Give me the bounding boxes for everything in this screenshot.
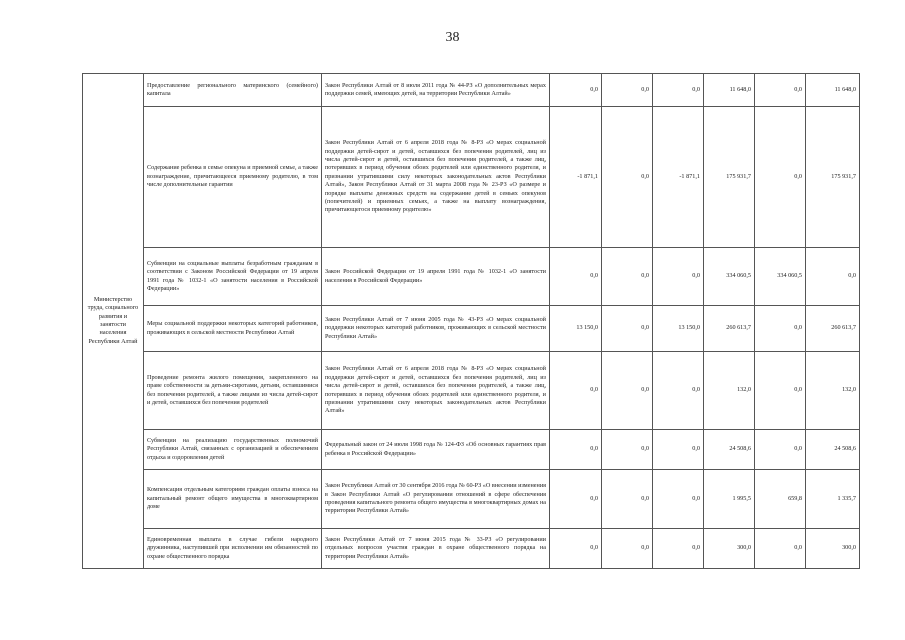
value-cell: 0,0 [755,74,806,107]
value-cell: -1 871,1 [550,107,602,248]
value-cell: 24 508,6 [704,430,755,470]
value-cell: 0,0 [550,470,602,529]
value-cell: 0,0 [550,74,602,107]
value-cell: 659,8 [755,470,806,529]
law-cell: Закон Республики Алтай от 30 сентября 2016 года № 60-РЗ «О внесении изменения в Закон Республики Алтай «О регулировании отношений в сфере обеспечения проведения капитального ремонта общего имущества в многоквартирных домах на территории Республики Алтай» [322,470,550,529]
value-cell: 0,0 [602,74,653,107]
value-cell: 0,0 [653,352,704,430]
law-cell: Закон Республики Алтай от 6 апреля 2018 года № 8-РЗ «О мерах социальной поддержки детей-сирот и детей, оставшихся без попечения родителей, лиц из числа детей-сирот и детей, оставшихся без попечения родителей, а также лиц, потерявших в период обучения обоих родителей или единственного родителя, и признании утратившими силу некоторых законодательных актов Республики Алтай», Закон Республики Алтай от 31 марта 2008 года № 23-РЗ «О размере и порядке выплаты денежных средств на содержание детей в семьях опекунов (попечителей) и приемных семьях, а также на выплату вознаграждения, причитающегося приемному родителю» [322,107,550,248]
value-cell: 0,0 [602,352,653,430]
value-cell: 0,0 [755,352,806,430]
table-row [83,107,860,248]
measure-cell: Содержание ребенка в семье опекуна и приемной семье, а также вознаграждение, причитающееся приемному родителю, в том числе дополнительные гарантии [144,107,322,248]
table-row [83,248,860,306]
measure-cell: Субвенции на социальные выплаты безработным гражданам в соответствии с Законом Российской Федерации от 19 апреля 1991 года № 1032-1 «О занятости населения в Российской Федерации» [144,248,322,306]
table-row [83,470,860,529]
value-cell: 0,0 [550,248,602,306]
value-cell: 334 060,5 [755,248,806,306]
value-cell: 0,0 [550,430,602,470]
value-cell: 175 931,7 [806,107,860,248]
law-cell: Федеральный закон от 24 июля 1998 года № 124-ФЗ «Об основных гарантиях прав ребенка в Российской Федерации» [322,430,550,470]
law-cell: Закон Республики Алтай от 7 июня 2015 года № 33-РЗ «О регулировании отдельных вопросов участия граждан в охране общественного порядка на территории Республики Алтай» [322,529,550,569]
value-cell: 260 613,7 [806,306,860,352]
page-number: 38 [445,30,460,45]
value-cell: 300,0 [806,529,860,569]
table-row [83,306,860,352]
value-cell: 0,0 [550,352,602,430]
table-row [83,430,860,470]
value-cell: 0,0 [602,306,653,352]
value-cell: 0,0 [602,470,653,529]
value-cell: 1 995,5 [704,470,755,529]
law-cell: Закон Республики Алтай от 8 июля 2011 года № 44-РЗ «О дополнительных мерах поддержки семей, имеющих детей, на территории Республики Алтай» [322,74,550,107]
value-cell: 300,0 [704,529,755,569]
value-cell: 0,0 [602,430,653,470]
law-cell: Закон Республики Алтай от 6 апреля 2018 года № 8-РЗ «О мерах социальной поддержки детей-сирот и детей, оставшихся без попечения родителей, лиц из числа детей-сирот и детей, оставшихся без попечения родителей, а также лиц, потерявших в период обучения обоих родителей или единственного родителя, и признании утратившими силу некоторых законодательных актов Республики Алтай» [322,352,550,430]
value-cell: 11 648,0 [704,74,755,107]
measure-cell: Проведение ремонта жилого помещения, закрепленного на праве собственности за детьми-сиротами, детьми, оставшимися без попечения родителей, а также лицами из числа детей-сирот и детей, оставшихся без попечения родителей [144,352,322,430]
value-cell: 24 508,6 [806,430,860,470]
measure-cell: Компенсация отдельным категориям граждан оплаты взноса на капитальный ремонт общего имущества в многоквартирном доме [144,470,322,529]
value-cell: 0,0 [653,74,704,107]
value-cell: 0,0 [653,430,704,470]
value-cell: 0,0 [806,248,860,306]
value-cell: 13 150,0 [653,306,704,352]
measure-cell: Субвенции на реализацию государственных полномочий Республики Алтай, связанных с организацией и обеспечением отдыха и оздоровления детей [144,430,322,470]
value-cell: -1 871,1 [653,107,704,248]
value-cell: 132,0 [806,352,860,430]
value-cell: 132,0 [704,352,755,430]
measure-cell: Предоставление регионального материнского (семейного) капитала [144,74,322,107]
value-cell: 175 931,7 [704,107,755,248]
budget-table [82,73,860,569]
value-cell: 11 648,0 [806,74,860,107]
value-cell: 0,0 [755,430,806,470]
law-cell: Закон Российской Федерации от 19 апреля 1991 года № 1032-1 «О занятости населения в Российской Федерации» [322,248,550,306]
measure-cell: Единовременная выплата в случае гибели народного дружинника, наступившей при исполнении им обязанностей по охране общественного порядка [144,529,322,569]
value-cell: 0,0 [653,470,704,529]
law-cell: Закон Республики Алтай от 7 июня 2005 года № 43-РЗ «О мерах социальной поддержки некоторых категорий работников, проживающих в сельской местности Республики Алтай» [322,306,550,352]
value-cell: 0,0 [653,248,704,306]
value-cell: 334 060,5 [704,248,755,306]
table-row [83,352,860,430]
value-cell: 0,0 [653,529,704,569]
value-cell: 0,0 [602,529,653,569]
value-cell: 0,0 [550,529,602,569]
value-cell: 0,0 [602,248,653,306]
value-cell: 0,0 [755,107,806,248]
value-cell: 0,0 [755,529,806,569]
table-row [83,529,860,569]
value-cell: 0,0 [755,306,806,352]
table-row [83,74,860,107]
ministry-cell: Министерство труда, социального развития и занятости населения Республики Алтай [83,74,144,569]
value-cell: 1 335,7 [806,470,860,529]
measure-cell: Меры социальной поддержки некоторых категорий работников, проживающих в сельской местности Республики Алтай [144,306,322,352]
value-cell: 0,0 [602,107,653,248]
value-cell: 260 613,7 [704,306,755,352]
value-cell: 13 150,0 [550,306,602,352]
